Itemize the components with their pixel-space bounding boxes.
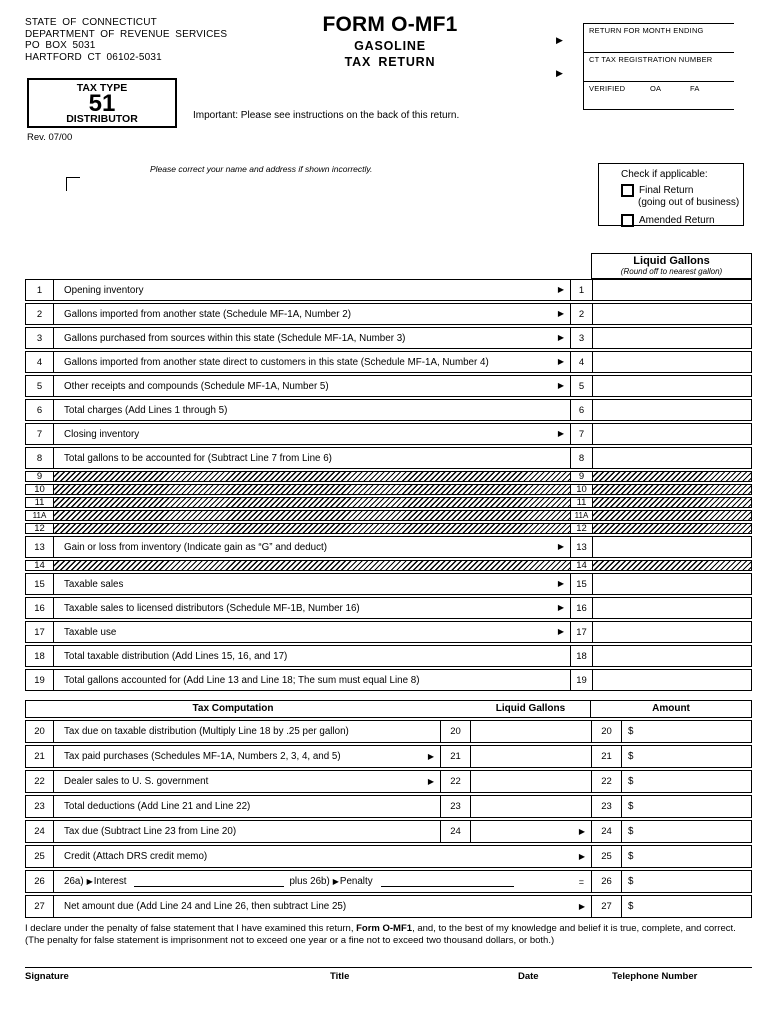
row-description: Closing inventory ▶ [53, 424, 570, 444]
row-description: Tax due (Subtract Line 23 from Line 20) [53, 821, 440, 842]
amount-field[interactable] [621, 846, 751, 867]
gallons-field[interactable] [470, 746, 591, 767]
row-number: 18 [570, 646, 592, 666]
gallons-field[interactable] [592, 448, 751, 468]
amount-field[interactable] [621, 871, 751, 892]
row-description: Credit (Attach DRS credit memo) ▶ [53, 846, 591, 867]
row-number: 19 [34, 674, 45, 686]
row-number: 11A [32, 511, 47, 520]
form-subtitle-gasoline: GASOLINE [354, 39, 426, 53]
dollar-sign: $ [628, 851, 634, 862]
form-title: FORM O-MF1 [322, 13, 458, 36]
declaration-text [25, 923, 747, 946]
table-row [25, 720, 752, 743]
row-description: Total taxable distribution (Add Lines 15, 16, and 17) [53, 646, 570, 666]
row-number: 8 [36, 452, 43, 464]
tax-computation-title: Tax Computation [192, 703, 274, 714]
gallons-field[interactable] [592, 646, 751, 666]
amended-return-checkbox[interactable] [621, 214, 634, 227]
arrow-icon: ▶ [578, 901, 585, 911]
row-number: 24 [591, 821, 621, 842]
amount-field[interactable] [621, 796, 751, 817]
arrow-icon: ▶ [557, 627, 564, 636]
table-row [25, 279, 752, 301]
row-number: 4 [36, 356, 43, 368]
gallons-field[interactable] [592, 622, 751, 642]
amended-return-label: Amended Return [639, 215, 715, 226]
agency-line: STATE OF CONNECTICUT [25, 17, 157, 28]
row-number: 24 [34, 826, 45, 837]
table-row [25, 523, 752, 534]
fa-label: FA [690, 84, 700, 93]
month-ending-label: RETURN FOR MONTH ENDING [589, 26, 704, 35]
title-label: Title [330, 971, 350, 982]
table-row [25, 536, 752, 558]
table-row [25, 497, 752, 508]
table-row [25, 423, 752, 445]
table-row [25, 870, 752, 893]
row-number: 11 [570, 498, 592, 507]
row-description: Net amount due (Add Line 24 and Line 26, then subtract Line 25) ▶ [53, 896, 591, 917]
row-number: 10 [570, 485, 592, 494]
hatched-cell [53, 524, 570, 533]
hatched-cell [592, 524, 751, 533]
arrow-icon: ▶ [557, 333, 564, 342]
row-number: 23 [440, 796, 470, 817]
equals-sign: = [578, 876, 584, 887]
hatched-cell [53, 498, 570, 507]
row-number: 24 [440, 821, 470, 842]
row-number: 15 [34, 578, 45, 590]
row-number: 3 [570, 328, 592, 348]
arrow-icon: ▶ [578, 851, 585, 861]
gallons-field[interactable] [592, 400, 751, 420]
hatched-cell [53, 511, 570, 520]
declaration-post: , and, to the best of my knowledge and belief it is true, complete, and correct. (The penalty for false statement is imprisonment not to exceed one year or a fine not to exceed two thousand dollars, or both.) [25, 923, 736, 946]
table-row [25, 745, 752, 768]
declaration-form-name: Form O-MF1 [356, 923, 413, 934]
table-row [25, 573, 752, 595]
agency-line: HARTFORD CT 06102-5031 [25, 51, 162, 63]
amount-field[interactable] [621, 896, 751, 917]
hatched-cell [592, 511, 751, 520]
main-table [25, 279, 752, 693]
signature-label: Signature [25, 971, 69, 982]
row-number: 15 [570, 574, 592, 594]
gallons-field[interactable] [470, 721, 591, 742]
amount-field[interactable] [621, 721, 751, 742]
revision-note: Rev. 07/00 [27, 132, 73, 143]
final-return-label: Final Return [639, 185, 694, 196]
important-note: Important: Please see instructions on the back of this return. [193, 110, 460, 121]
row-number: 23 [34, 801, 45, 812]
row-number: 9 [570, 472, 592, 481]
amount-field[interactable] [621, 746, 751, 767]
row-number: 16 [570, 598, 592, 618]
interest-label: Interest [93, 876, 127, 887]
row-description: Dealer sales to U. S. government ▶ [53, 771, 440, 792]
hatched-cell [53, 485, 570, 494]
row-number: 8 [570, 448, 592, 468]
amount-column-title: Amount [652, 703, 690, 714]
liquid-gallons-column-title: Liquid Gallons [495, 703, 566, 714]
row-number: 7 [36, 428, 43, 440]
arrow-icon: ▶ [578, 826, 585, 836]
tax-type-number: 51 [88, 90, 116, 117]
row-number: 6 [36, 404, 43, 416]
row-number: 12 [34, 523, 45, 534]
row-number: 9 [36, 471, 43, 482]
liquid-gallons-header [591, 253, 752, 279]
arrow-icon: ▶ [557, 285, 564, 294]
table-row [25, 669, 752, 691]
arrow-icon: ▶ [557, 429, 564, 438]
table-row [25, 820, 752, 843]
row-number: 6 [570, 400, 592, 420]
row-number: 10 [34, 484, 45, 495]
table-row [25, 895, 752, 918]
row-number: 22 [34, 776, 45, 787]
line-26a-label: 26a) [64, 876, 84, 887]
gallons-field[interactable] [592, 537, 751, 557]
row-number: 21 [34, 751, 45, 762]
gallons-field[interactable] [592, 304, 751, 324]
row-number: 27 [34, 901, 45, 912]
hatched-cell [53, 561, 570, 570]
agency-line: PO BOX 5031 [25, 40, 96, 51]
line-26b-label: plus 26b) [289, 876, 330, 887]
row-number: 13 [570, 537, 592, 557]
row-description: Taxable sales ▶ [53, 574, 570, 594]
penalty-field[interactable] [381, 876, 514, 887]
dollar-sign: $ [628, 826, 634, 837]
table-row [25, 471, 752, 482]
gallons-field[interactable] [592, 424, 751, 444]
tax-computation-table [25, 700, 752, 920]
row-number: 14 [570, 561, 592, 570]
row-number: 25 [34, 851, 45, 862]
gallons-field[interactable] [592, 574, 751, 594]
hatched-cell [592, 561, 751, 570]
tax-type-box [27, 78, 177, 128]
arrow-icon: ▶ [556, 68, 563, 78]
table-row [25, 351, 752, 373]
row-number: 22 [440, 771, 470, 792]
row-number: 20 [591, 721, 621, 742]
gallons-field[interactable] [592, 376, 751, 396]
table-row [25, 770, 752, 793]
table-row [25, 597, 752, 619]
amount-field[interactable] [621, 821, 751, 842]
oa-label: OA [650, 84, 662, 93]
gallons-field[interactable] [592, 280, 751, 300]
applicable-title: Check if applicable: [621, 169, 708, 180]
declaration-pre: I declare under the penalty of false statement that I have examined this return, [25, 923, 357, 934]
address-corner-mark [66, 177, 80, 191]
row-description: Gallons imported from another state direct to customers in this state (Schedule MF-1A, Number 4) ▶ [53, 352, 570, 372]
row-number: 21 [440, 746, 470, 767]
arrow-icon: ▶ [427, 776, 434, 786]
liquid-gallons-subtitle: (Round off to nearest gallon) [620, 267, 723, 276]
tax-computation-header [25, 700, 752, 718]
row-description: Gain or loss from inventory (Indicate gain as “G” and deduct) ▶ [53, 537, 570, 557]
arrow-icon: ▶ [557, 579, 564, 588]
table-row [25, 560, 752, 571]
signature-line[interactable] [25, 967, 752, 968]
table-row [25, 845, 752, 868]
row-number: 12 [570, 524, 592, 533]
hatched-cell [592, 498, 751, 507]
row-number: 16 [34, 602, 45, 614]
row-description: Gallons imported from another state (Schedule MF-1A, Number 2) ▶ [53, 304, 570, 324]
row-number: 13 [34, 541, 45, 553]
hatched-cell [592, 485, 751, 494]
gallons-field[interactable] [470, 771, 591, 792]
dollar-sign: $ [628, 776, 634, 787]
row-number: 17 [570, 622, 592, 642]
row-number: 5 [36, 380, 43, 392]
row-description: Tax due on taxable distribution (Multiply Line 18 by .25 per gallon) [53, 721, 440, 742]
check-if-applicable-box [598, 163, 744, 226]
row-number: 11A [570, 511, 592, 520]
arrow-icon: ▶ [86, 877, 93, 886]
verified-field [584, 81, 734, 110]
liquid-gallons-title: Liquid Gallons [633, 255, 710, 267]
row-description: Total deductions (Add Line 21 and Line 22) [53, 796, 440, 817]
agency-address [25, 17, 227, 63]
row-number: 26 [34, 876, 45, 887]
table-row [25, 795, 752, 818]
arrow-icon: ▶ [332, 877, 339, 886]
gallons-field[interactable] [592, 598, 751, 618]
row-number: 18 [34, 650, 45, 662]
date-label: Date [518, 971, 539, 982]
registration-number-field[interactable] [584, 52, 734, 81]
agency-line: DEPARTMENT OF REVENUE SERVICES [25, 28, 228, 40]
interest-penalty-row [53, 871, 591, 892]
row-description: Tax paid purchases (Schedules MF-1A, Numbers 2, 3, 4, and 5) ▶ [53, 746, 440, 767]
tax-type-name: DISTRIBUTOR [66, 113, 138, 125]
gallons-field[interactable] [470, 796, 591, 817]
telephone-label: Telephone Number [612, 971, 698, 982]
row-description: Opening inventory ▶ [53, 280, 570, 300]
row-description: Total gallons to be accounted for (Subtract Line 7 from Line 6) [53, 448, 570, 468]
hatched-cell [53, 472, 570, 481]
row-number: 5 [570, 376, 592, 396]
row-number: 26 [591, 871, 621, 892]
row-number: 22 [591, 771, 621, 792]
final-return-sublabel: (going out of business) [638, 197, 740, 208]
row-description: Taxable use ▶ [53, 622, 570, 642]
row-number: 1 [570, 280, 592, 300]
row-description: Gallons purchased from sources within this state (Schedule MF-1A, Number 3) ▶ [53, 328, 570, 348]
final-return-checkbox[interactable] [621, 184, 634, 197]
arrow-icon: ▶ [556, 35, 563, 45]
row-number: 3 [36, 332, 43, 344]
arrow-icon: ▶ [427, 751, 434, 761]
tax-computation-rows [25, 720, 752, 918]
table-row [25, 510, 752, 521]
hatched-cell [592, 472, 751, 481]
arrow-icon: ▶ [557, 542, 564, 551]
table-row [25, 399, 752, 421]
row-number: 20 [34, 726, 45, 737]
row-number: 4 [570, 352, 592, 372]
arrow-icon: ▶ [557, 357, 564, 366]
amount-field[interactable] [621, 771, 751, 792]
row-number: 1 [36, 284, 43, 296]
table-row [25, 447, 752, 469]
row-description: Total charges (Add Lines 1 through 5) [53, 400, 570, 420]
penalty-label: Penalty [339, 876, 373, 887]
registration-number-label: CT TAX REGISTRATION NUMBER [589, 55, 713, 64]
row-description: Taxable sales to licensed distributors (Schedule MF-1B, Number 16) ▶ [53, 598, 570, 618]
arrow-icon: ▶ [557, 381, 564, 390]
interest-field[interactable] [134, 876, 284, 887]
table-row [25, 645, 752, 667]
gallons-field[interactable] [592, 328, 751, 348]
month-ending-field[interactable] [584, 23, 734, 52]
row-number: 27 [591, 896, 621, 917]
dollar-sign: $ [628, 751, 634, 762]
header-right-boxes [583, 23, 734, 110]
arrow-icon: ▶ [557, 603, 564, 612]
row-description: Other receipts and compounds (Schedule MF-1A, Number 5) ▶ [53, 376, 570, 396]
row-description: Total gallons accounted for (Add Line 13 and Line 18; The sum must equal Line 8) [53, 670, 570, 690]
form-subtitle-tax-return: TAX RETURN [344, 55, 436, 69]
row-number: 7 [570, 424, 592, 444]
dollar-sign: $ [628, 901, 634, 912]
gallons-field[interactable] [592, 352, 751, 372]
row-number: 19 [570, 670, 592, 690]
form-title-block [280, 13, 500, 69]
address-correction-notice: Please correct your name and address if shown incorrectly. [150, 164, 373, 174]
row-number: 2 [36, 308, 43, 320]
table-row [25, 621, 752, 643]
row-number: 21 [591, 746, 621, 767]
tax-type-label: TAX TYPE [76, 82, 128, 94]
gallons-field[interactable] [470, 821, 591, 842]
row-number: 25 [591, 846, 621, 867]
dollar-sign: $ [628, 801, 634, 812]
table-row [25, 484, 752, 495]
row-number: 14 [34, 560, 45, 571]
row-number: 23 [591, 796, 621, 817]
table-row [25, 375, 752, 397]
gallons-field[interactable] [592, 670, 751, 690]
table-row [25, 303, 752, 325]
verified-label: VERIFIED [589, 84, 626, 93]
table-row [25, 327, 752, 349]
row-number: 2 [570, 304, 592, 324]
row-number: 20 [440, 721, 470, 742]
row-number: 17 [34, 626, 45, 638]
row-number: 11 [34, 497, 45, 508]
arrow-icon: ▶ [557, 309, 564, 318]
dollar-sign: $ [628, 876, 634, 887]
dollar-sign: $ [628, 726, 634, 737]
